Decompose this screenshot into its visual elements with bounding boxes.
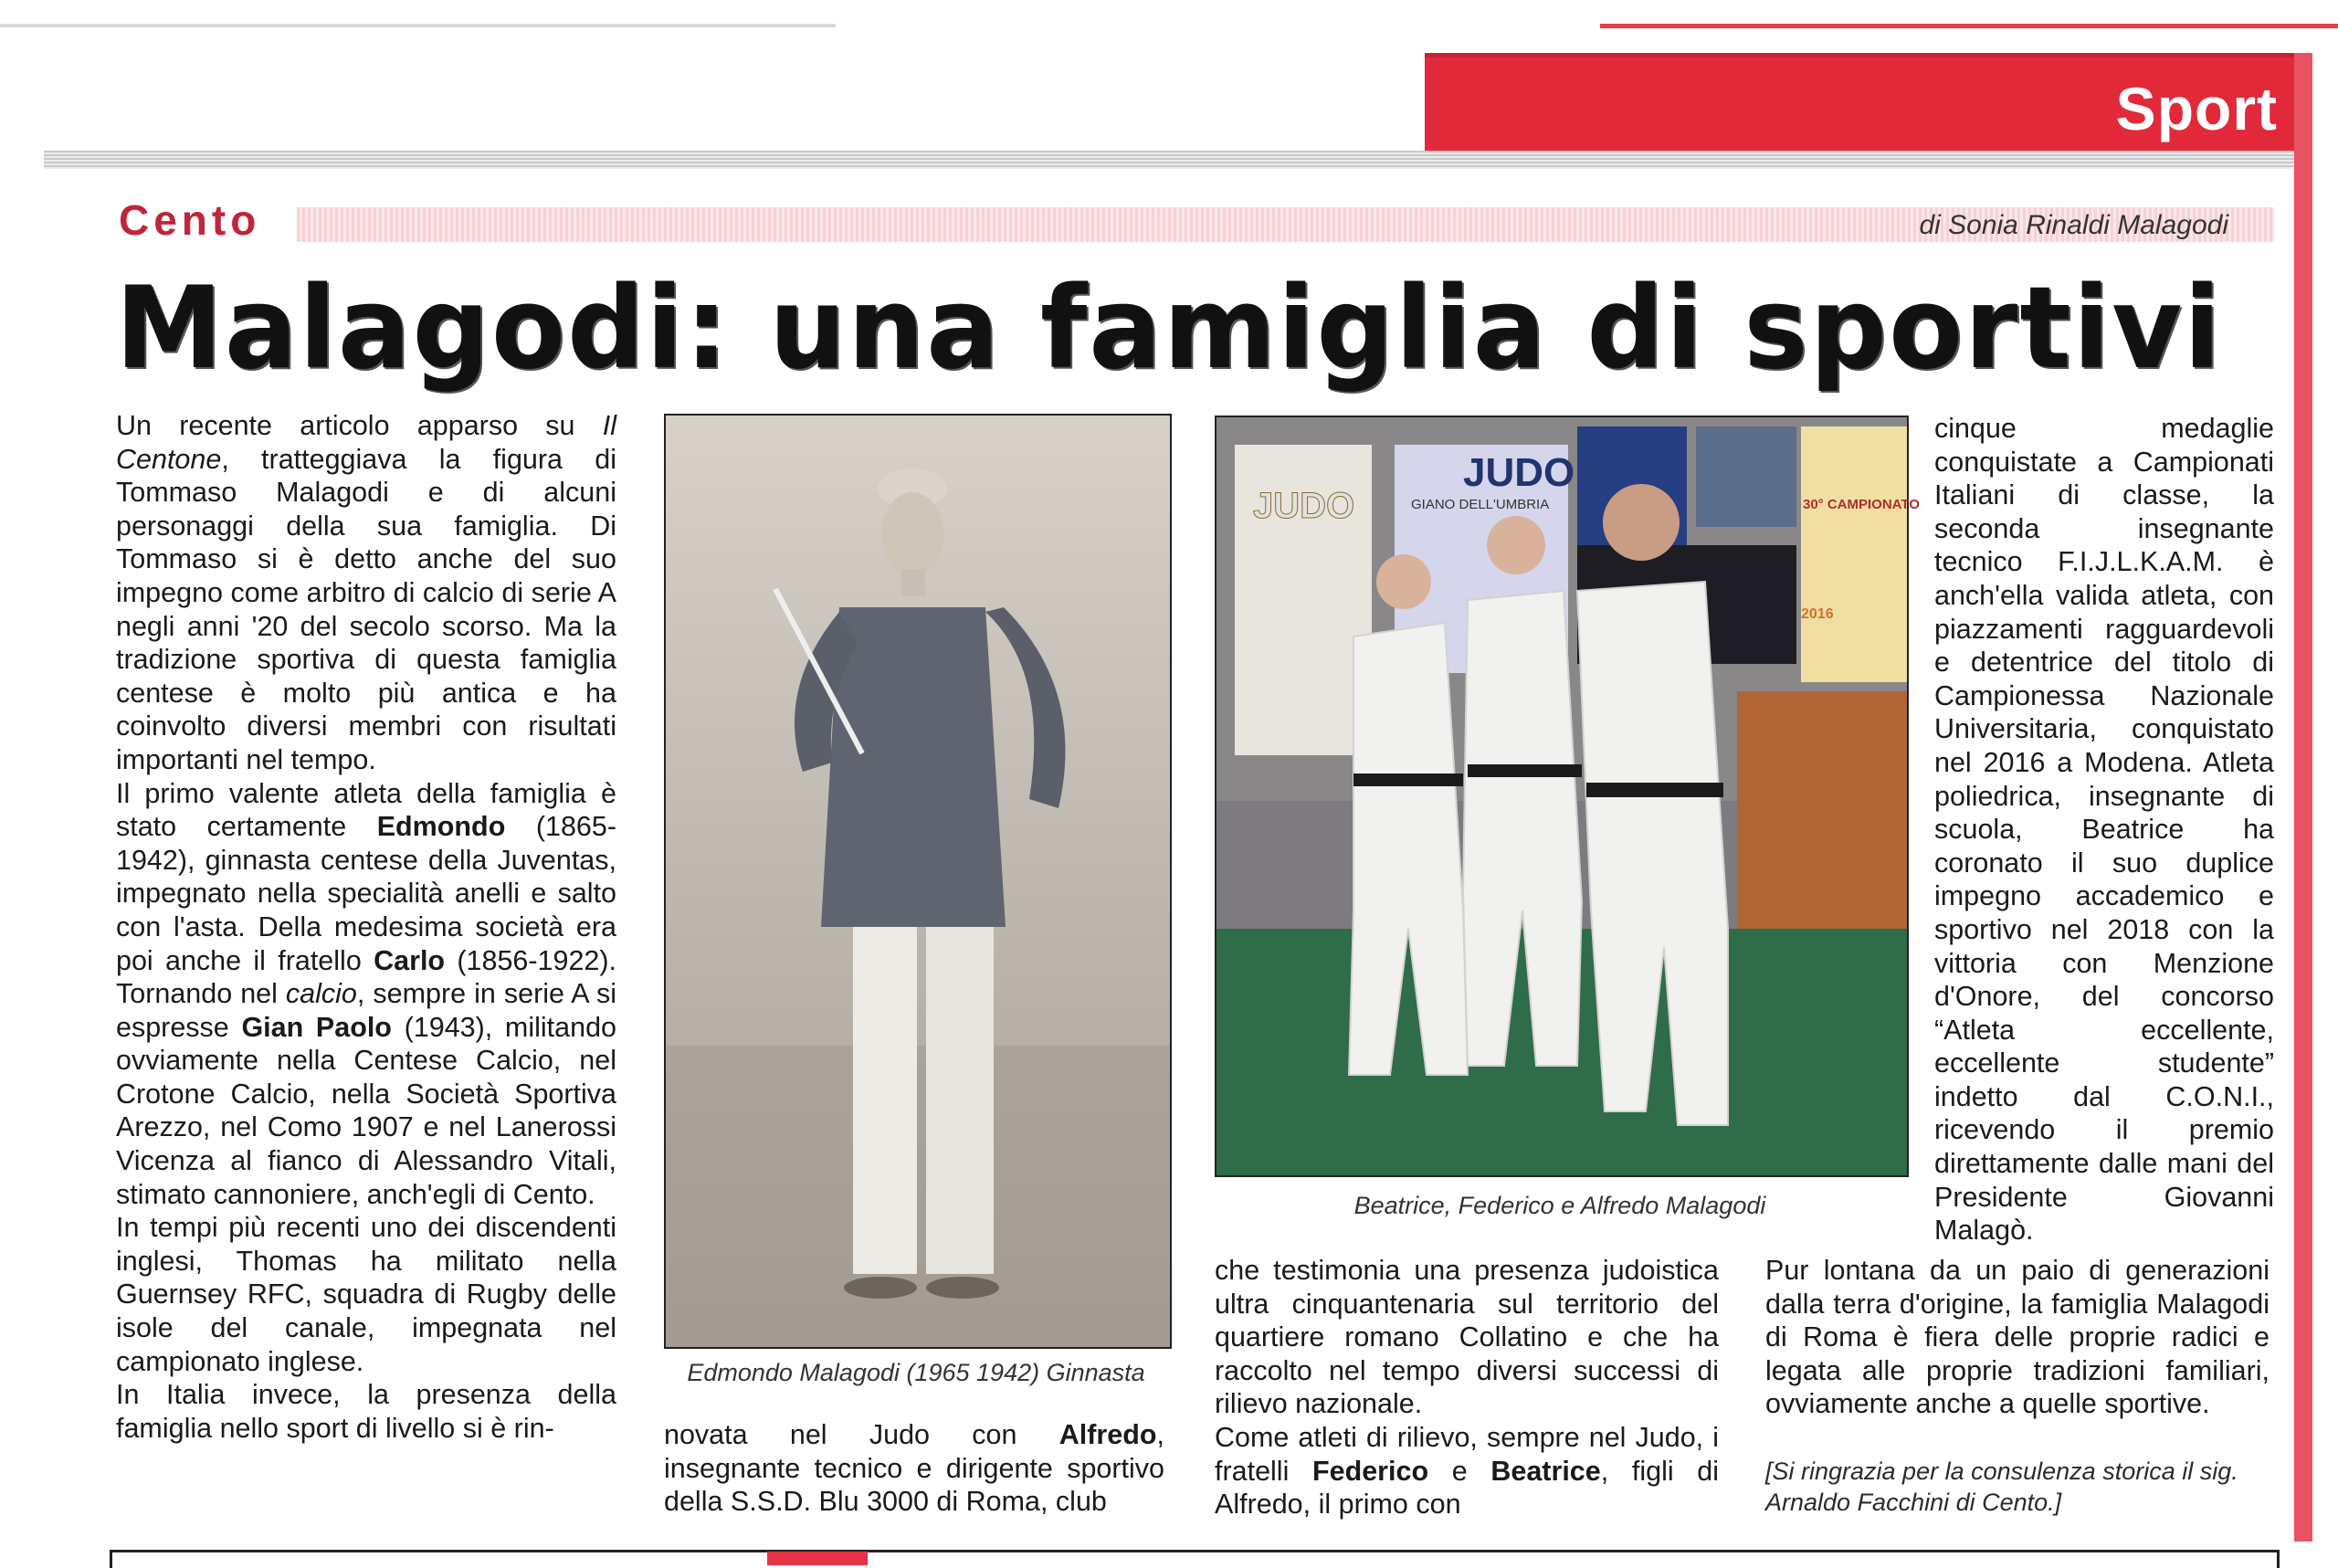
poster-subtitle: GIANO DELL'UMBRIA <box>1411 497 1550 512</box>
poster-right: 30° CAMPIONATO <box>1803 497 1920 512</box>
article-column-1 <box>116 409 616 1445</box>
paragraph: cinque medaglie conquistate a Campionati Italiani di classe, la seconda insegnante tecnico F.I.J.L.K.A.M. è anch'ella valida atleta, con piazzamenti ragguardevoli e detentrice del titolo di Campionessa Nazionale Universitaria, conquistato nel 2016 a Modena. Atleta poliedrica, insegnante di scuola, Beatrice ha coronato il suo duplice impegno accademico e sportivo nel 2018 con la vittoria con Menzione d'Onore, del concorso “Atleta eccellente, eccellente studente” indetto dal C.O.N.I., ricevendo il premio direttamente dalle mani del Presidente Giovanni Malagò. <box>1934 413 2274 1247</box>
paragraph: novata nel Judo con Alfredo, insegnante tecnico e dirigente sportivo della S.S.D. Blu 3000 di Roma, club <box>664 1419 1164 1518</box>
header-stripe <box>44 151 2294 169</box>
paragraph: Pur lontana da un paio di generazioni dalla terra d'origine, la famiglia Malagodi di Roma è fiera delle proprie radici e legata alle proprie tradizioni familiari, ovviamente anche a quelle sportive. <box>1765 1255 2270 1420</box>
location-kicker: Cento <box>119 196 261 244</box>
judo-photo <box>1215 416 1920 1177</box>
article-column-3 <box>1215 1254 1719 1521</box>
byline: di Sonia Rinaldi Malagodi <box>1919 210 2228 240</box>
paragraph: Un recente articolo apparso su Il Centone, tratteggiava la figura di Tommaso Malagodi e di alcuni personaggi della sua famiglia. Di Tommaso si è detto anche del suo impegno come arbitro di calcio di serie A negli anni '20 del secolo scorso. Ma la tradizione sportiva di questa famiglia centese è molto più antica e ha coinvolto diversi membri con risultati importanti nel tempo. <box>116 410 616 775</box>
poster-title: JUDO <box>1463 450 1575 495</box>
section-label: Sport <box>2115 75 2278 142</box>
paragraph: In tempi più recenti uno dei discendenti inglesi, Thomas ha militato nella Guernsey RFC, squadra di Rugby delle isole del canale, impegnata nel campionato inglese. <box>116 1212 616 1377</box>
article-column-5 <box>1765 1254 2270 1421</box>
gymnast-figure <box>666 416 1170 1347</box>
poster-left: JUDO <box>1253 486 1355 526</box>
article-column-4 <box>1934 412 2274 1247</box>
poster-year: 2016 <box>1801 606 1834 622</box>
paragraph: In Italia invece, la presenza della famiglia nello sport di livello si è rin- <box>116 1379 616 1444</box>
acknowledgement: [Si ringrazia per la consulenza storica il sig. Arnaldo Facchini di Cento.] <box>1765 1458 2238 1516</box>
historic-photo <box>664 414 1172 1349</box>
paragraph: Come atleti di rilievo, sempre nel Judo, i fratelli Federico e Beatrice, figli di Alfredo, il primo con <box>1215 1421 1719 1521</box>
article-column-2 <box>664 1418 1164 1519</box>
next-article-accent <box>767 1552 868 1565</box>
judo-athletes <box>1216 417 1920 1175</box>
top-rule-right <box>1600 24 2338 28</box>
photo-caption: Edmondo Malagodi (1965 1942) Ginnasta <box>687 1359 1145 1386</box>
paragraph: che testimonia una presenza judoistica ultra cinquantenaria sul territorio del quartiere romano Collatino e che ha raccolto nel tempo diversi successi di rilievo nazionale. <box>1215 1255 1719 1420</box>
headline: Malagodi: una famiglia di sportivi <box>115 261 2223 395</box>
next-article-frame <box>110 1550 2280 1568</box>
top-rule-left <box>0 24 836 27</box>
paragraph: Il primo valente atleta della famiglia è stato certamente Edmondo (1865-1942), ginnasta centese della Juventas, impegnato nella specialità anelli e salto con l'asta. Della medesima società era poi anche il fratello Carlo (1856-1922). Tornando nel calcio, sempre in serie A si espresse Gian Paolo (1943), militando ovviamente nella Centese Calcio, nel Crotone Calcio, nella Società Sportiva Arezzo, nel Como 1907 e nel Lanerossi Vicenza al fianco di Alessandro Vitali, stimato cannoniere, anch'egli di Cento. <box>116 777 617 1210</box>
photo-caption: Beatrice, Federico e Alfredo Malagodi <box>1353 1192 1766 1219</box>
